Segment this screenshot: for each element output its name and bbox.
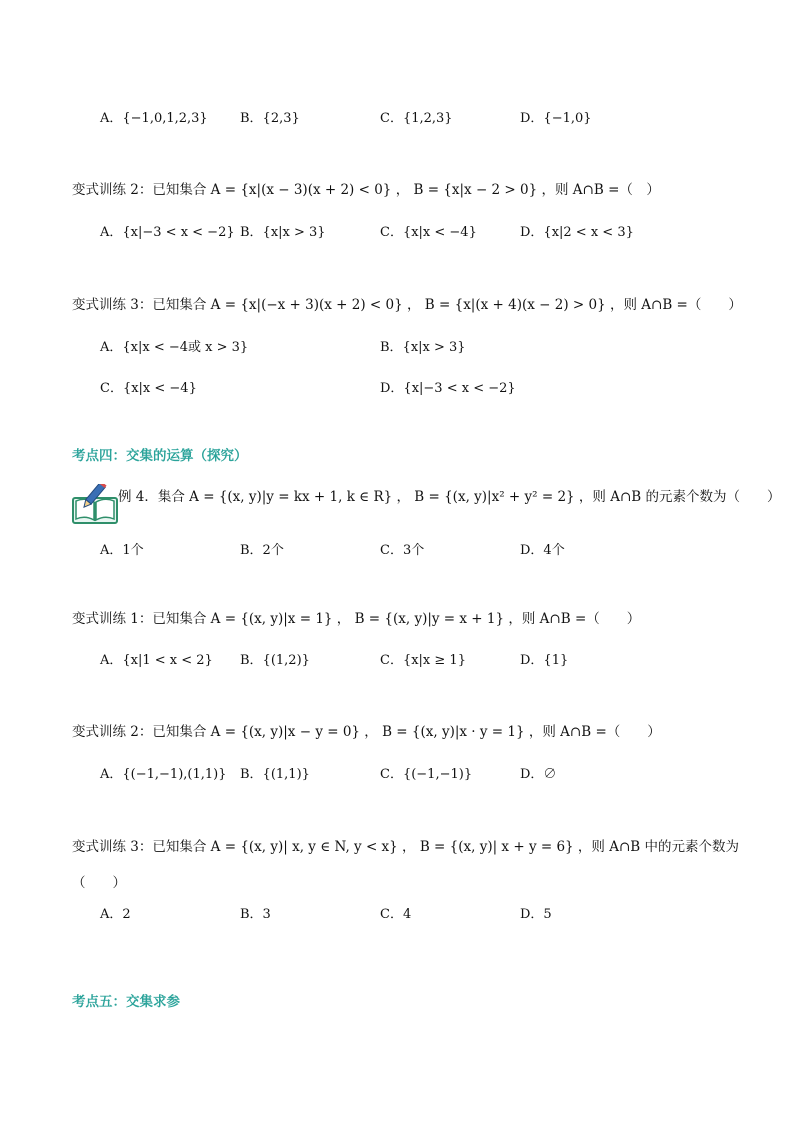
option-d: D．4个 <box>520 543 565 558</box>
option-b: B．{x|x > 3} <box>380 340 466 355</box>
option-c: C．{(−1,−1)} <box>380 767 473 782</box>
question-text: 变式训练 2：已知集合 A = {(x, y)|x − y = 0} ， B = {(x, y)|x · y = 1} ，则 A∩B =（ ） <box>72 724 661 740</box>
option-b: B．{(1,2)} <box>240 653 310 668</box>
option-a: A．{x|x < −4或 x > 3} <box>100 340 249 355</box>
book-pencil-icon <box>72 484 118 524</box>
section-heading: 考点四：交集的运算（探究） <box>72 448 248 464</box>
question-text: 变式训练 2：已知集合 A = {x|(x − 3)(x + 2) < 0} ， B = {x|x − 2 > 0} ，则 A∩B =（ ） <box>72 182 660 198</box>
option-c: C．{x|x < −4} <box>380 225 477 240</box>
option-a: A．{x|−3 < x < −2} <box>100 225 235 240</box>
option-d: D．{x|2 < x < 3} <box>520 225 634 240</box>
option-d: D．∅ <box>520 767 557 782</box>
option-c: C．3个 <box>380 543 425 558</box>
option-b: B．{(1,1)} <box>240 767 310 782</box>
option-c: C．{x|x < −4} <box>100 381 197 396</box>
question-text-continued: （ ） <box>72 875 126 891</box>
option-a: A．{(−1,−1),(1,1)} <box>100 767 227 782</box>
option-b: B．{x|x > 3} <box>240 225 326 240</box>
option-d: D．5 <box>520 907 552 922</box>
option-a: A．{x|1 < x < 2} <box>100 653 213 668</box>
option-b: B．{2,3} <box>240 111 300 126</box>
option-a: A．1个 <box>100 543 144 558</box>
option-d: D．{1} <box>520 653 569 668</box>
option-d: D．{x|−3 < x < −2} <box>380 381 516 396</box>
option-d: D．{−1,0} <box>520 111 592 126</box>
option-b: B．2个 <box>240 543 284 558</box>
question-text: 变式训练 3：已知集合 A = {(x, y)| x, y ∈ N, y < x} ， B = {(x, y)| x + y = 6} ，则 A∩B 中的元素个数为 <box>72 839 739 855</box>
question-text: 例 4．集合 A = {(x, y)|y = kx + 1, k ∈ R} ， B = {(x, y)|x² + y² = 2} ，则 A∩B 的元素个数为（ ） <box>118 489 781 505</box>
option-c: C．4 <box>380 907 412 922</box>
option-a: A．2 <box>100 907 131 922</box>
option-c: C．{x|x ≥ 1} <box>380 653 466 668</box>
option-c: C．{1,2,3} <box>380 111 453 126</box>
option-b: B．3 <box>240 907 271 922</box>
question-text: 变式训练 3：已知集合 A = {x|(−x + 3)(x + 2) < 0} ， B = {x|(x + 4)(x − 2) > 0} ，则 A∩B =（ ） <box>72 297 742 313</box>
section-heading: 考点五：交集求参 <box>72 994 180 1010</box>
question-text: 变式训练 1：已知集合 A = {(x, y)|x = 1} ， B = {(x, y)|y = x + 1} ，则 A∩B =（ ） <box>72 611 641 627</box>
option-a: A．{−1,0,1,2,3} <box>100 111 208 126</box>
